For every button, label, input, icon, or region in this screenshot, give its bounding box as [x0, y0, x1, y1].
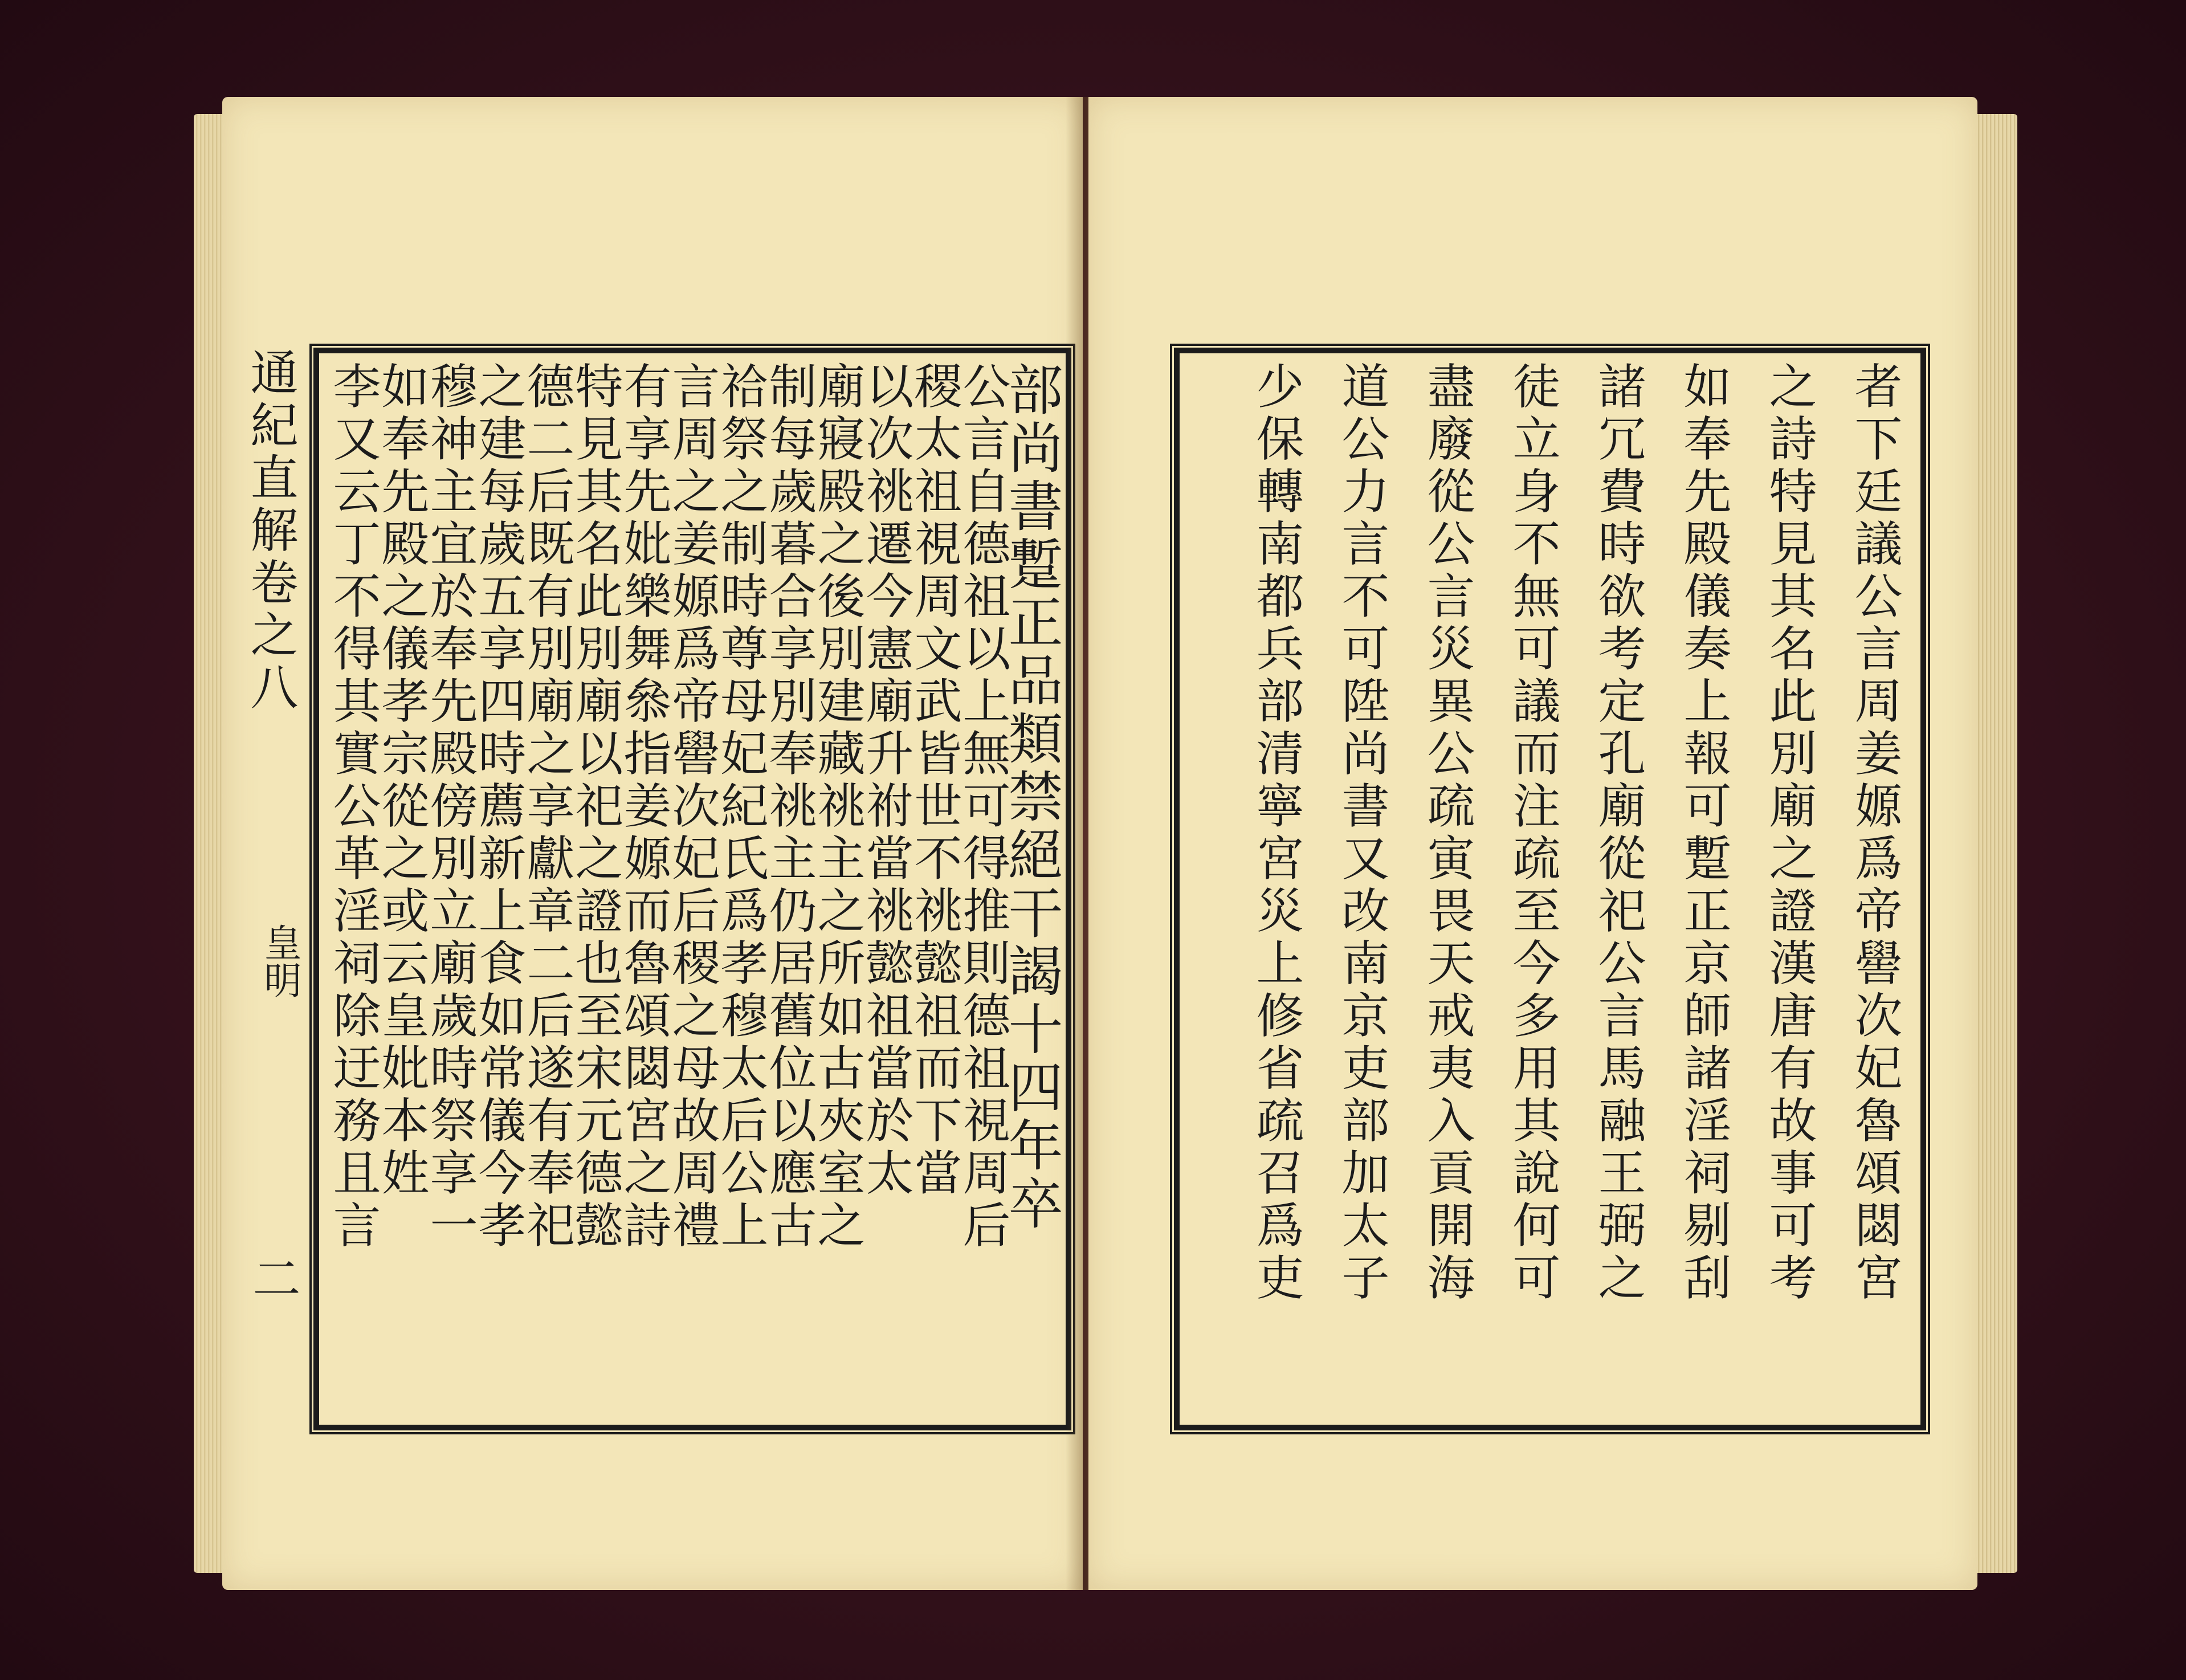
text-column: 稷太祖視周文武皆世不祧懿祖而下當 [907, 361, 963, 1200]
text-column: 道公力言不可陞尚書又改南京吏部加太子 [1334, 361, 1390, 1305]
text-column: 李又云丁不得其實公革淫祠除迂務且言 [325, 361, 381, 1253]
text-column: 特見其名此別廟以祀之證也至宋元德懿 [568, 361, 623, 1253]
margin-book-title: 通紀直解卷之八 [243, 348, 299, 715]
text-column: 之建每歲五享四時薦新上食如常儀今孝 [471, 361, 527, 1253]
text-column: 少保轉南都兵部清寧宮災上修省疏召爲吏 [1249, 361, 1304, 1305]
text-column: 者下廷議公言周姜嫄爲帝嚳次妃魯頌閟宮 [1847, 361, 1903, 1305]
text-column: 部尚書蹔正品類禁絕干謁十四年卒 [1000, 361, 1063, 1233]
open-book [194, 85, 2017, 1613]
text-column: 以次祧遷今憲廟升祔當祧懿祖當於太 [858, 361, 914, 1200]
left-text-frame [313, 348, 1071, 1430]
text-column: 祫祭之制時尊母妃紀氏爲孝穆太后公上 [713, 361, 769, 1253]
text-column: 之詩特見其名此別廟之證漢唐有故事可考 [1761, 361, 1817, 1305]
text-column: 盡廢從公言災異公疏寅畏天戒夷入貢開海 [1420, 361, 1475, 1305]
right-page [1088, 97, 1977, 1590]
margin-folio-number: 二 [245, 1254, 301, 1302]
text-column: 穆神主宜於奉先殿傍別立廟歲時祭享一 [422, 361, 478, 1253]
right-text-frame [1174, 348, 1926, 1430]
text-column: 徒立身不無可議而注疏至今多用其說何可 [1505, 361, 1561, 1305]
page-edges-right [1972, 114, 2017, 1573]
text-column: 如奉先殿之儀孝宗從之或云皇妣本姓 [374, 361, 430, 1200]
text-column: 公言自德祖以上無可得推則德祖視周后 [955, 361, 1011, 1253]
text-column: 有享先妣樂舞叅指姜嫄而魯頌閟宮之詩 [616, 361, 672, 1253]
text-column: 制每歲暮合享別奉祧主仍居舊位以應古 [761, 361, 817, 1253]
text-column: 德二后既有別廟之享獻章二后遂有奉祀 [519, 361, 575, 1253]
text-column: 諸冗費時欲考定孔廟從祀公言馬融王弼之 [1590, 361, 1646, 1305]
text-column: 言周之姜嫄爲帝嚳次妃后稷之母故周禮 [664, 361, 720, 1253]
left-page [222, 97, 1083, 1590]
text-column: 廟寢殿之後別建藏祧主之所如古夾室之 [810, 361, 866, 1253]
margin-section-label: 皇明 [258, 923, 301, 998]
text-column: 如奉先殿儀奏上報可蹔正京師諸淫祠剔刮 [1676, 361, 1732, 1305]
